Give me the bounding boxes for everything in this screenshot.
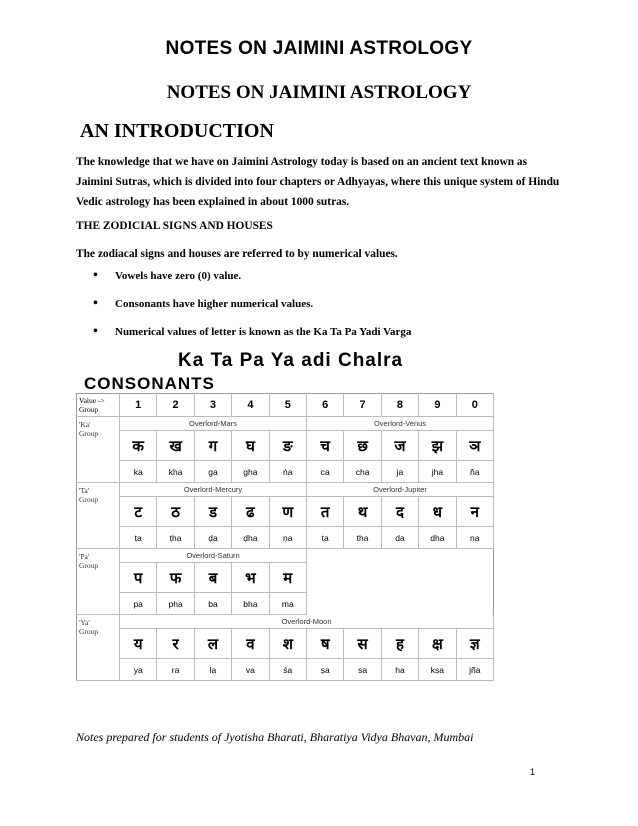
bullet-list [76,266,411,350]
devanagari-letter: म [270,563,307,593]
devanagari-letter: ष [307,629,344,659]
page-header: NOTES ON JAIMINI ASTROLOGY [165,38,473,59]
devanagari-letter: ञ [457,431,494,461]
value-number: 1 [120,393,157,417]
devanagari-letter: स [344,629,381,659]
devanagari-letter: ठ [157,497,194,527]
devanagari-letter: य [120,629,157,659]
consonants-label: CONSONANTS [84,374,215,393]
value-number: 3 [195,393,232,417]
group-name-cell [76,483,120,549]
intro-paragraph: The knowledge that we have on Jaimini Astrology today is based on an ancient text known as Jaimini Sutras, which is divided into four chapters or Adhyayas, where this unique system of Hindu Vedic astrology has been explained in about 1000 sutras. [76,156,560,208]
transliteration: ta [307,527,344,549]
transliteration: va [232,659,269,681]
devanagari-letter: क्ष [419,629,456,659]
transliteration: dha [419,527,456,549]
transliteration: jha [419,461,456,483]
group-word: Group [79,627,99,636]
devanagari-letter: ढ [232,497,269,527]
transliteration: ṅa [270,461,307,483]
transliteration: ca [307,461,344,483]
devanagari-letter: फ [157,563,194,593]
devanagari-letter: ल [195,629,232,659]
devanagari-letter: क [120,431,157,461]
devanagari-letter: न [457,497,494,527]
devanagari-letter: थ [344,497,381,527]
group-name-cell [76,615,120,681]
value-number: 8 [382,393,419,417]
overlord-label: Overlord-Mercury [120,483,307,497]
bullet-text: Vowels have zero (0) value. [115,270,242,282]
transliteration: tha [344,527,381,549]
group-name-cell [76,417,120,483]
transliteration: ka [120,461,157,483]
devanagari-letter: च [307,431,344,461]
transliteration: ṭa [120,527,157,549]
bullet-text: Consonants have higher numerical values. [115,298,314,310]
value-number: 4 [232,393,269,417]
transliteration: ṇa [270,527,307,549]
devanagari-letter: ङ [270,431,307,461]
devanagari-letter: झ [419,431,456,461]
bullet-icon: • [93,296,98,311]
devanagari-letter: ध [419,497,456,527]
transliteration: ṭha [157,527,194,549]
section-paragraph: The zodiacal signs and houses are referred to by numerical values. [76,248,398,260]
devanagari-letter: छ [344,431,381,461]
overlord-label: Overlord-Moon [120,615,494,629]
list-item [76,322,411,350]
page-title: NOTES ON JAIMINI ASTROLOGY [166,82,472,103]
overlord-label: Overlord-Mars [120,417,307,431]
value-label: Value -> [79,395,105,405]
transliteration: pha [157,593,194,615]
bullet-icon: • [93,268,98,283]
overlord-label: Overlord-Jupiter [307,483,494,497]
devanagari-letter: श [270,629,307,659]
value-number: 0 [457,393,494,417]
group-name-cell [76,549,120,615]
transliteration: ya [120,659,157,681]
transliteration: ba [195,593,232,615]
value-number: 9 [419,393,456,417]
devanagari-letter: त [307,497,344,527]
devanagari-letter: व [232,629,269,659]
transliteration: ra [157,659,194,681]
group-word: Group [79,495,99,504]
transliteration: bha [232,593,269,615]
devanagari-letter: ब [195,563,232,593]
devanagari-letter: ग [195,431,232,461]
devanagari-letter: भ [232,563,269,593]
value-number: 5 [270,393,307,417]
transliteration: śa [270,659,307,681]
transliteration: da [382,527,419,549]
devanagari-letter: ख [157,431,194,461]
transliteration: kha [157,461,194,483]
group-name: 'Ta' [79,486,90,495]
transliteration: ṣa [307,659,344,681]
transliteration: la [195,659,232,681]
transliteration: ña [457,461,494,483]
devanagari-letter: ड [195,497,232,527]
value-number: 6 [307,393,344,417]
transliteration: sa [344,659,381,681]
consonant-table [76,393,494,681]
transliteration: ja [382,461,419,483]
value-group-header [76,393,120,417]
transliteration: pa [120,593,157,615]
value-number: 2 [157,393,194,417]
value-number: 7 [344,393,381,417]
devanagari-letter: ज [382,431,419,461]
devanagari-letter: ज्ञ [457,629,494,659]
transliteration: ga [195,461,232,483]
group-word: Group [79,561,99,570]
overlord-label: Overlord-Venus [307,417,494,431]
transliteration: gha [232,461,269,483]
transliteration: na [457,527,494,549]
devanagari-letter: प [120,563,157,593]
overlord-label: Overlord-Saturn [120,549,307,563]
list-item [76,266,411,294]
transliteration: ma [270,593,307,615]
group-name: 'Ya' [79,618,90,627]
page-number: 1 [530,767,536,777]
intro-heading: AN INTRODUCTION [80,120,274,142]
devanagari-letter: ट [120,497,157,527]
section-heading: THE ZODICIAL SIGNS AND HOUSES [76,220,273,232]
transliteration: jña [457,659,494,681]
transliteration: cha [344,461,381,483]
transliteration: kṣa [419,659,456,681]
chart-title: Ka Ta Pa Ya adi Chalra [178,350,404,371]
footer-note: Notes prepared for students of Jyotisha Bharati, Bharatiya Vidya Bhavan, Mumbai [76,730,474,744]
transliteration: ha [382,659,419,681]
devanagari-letter: ण [270,497,307,527]
group-name: 'Pa' [79,552,90,561]
devanagari-letter: र [157,629,194,659]
devanagari-letter: ह [382,629,419,659]
transliteration: ḍa [195,527,232,549]
devanagari-letter: द [382,497,419,527]
group-label: Group [79,404,99,414]
transliteration: ḍha [232,527,269,549]
devanagari-letter: घ [232,431,269,461]
group-name: 'Ka' [79,420,91,429]
bullet-text: Numerical values of letter is known as the Ka Ta Pa Yadi Varga [115,326,412,338]
group-word: Group [79,429,99,438]
list-item [76,294,411,322]
bullet-icon: • [93,324,98,339]
